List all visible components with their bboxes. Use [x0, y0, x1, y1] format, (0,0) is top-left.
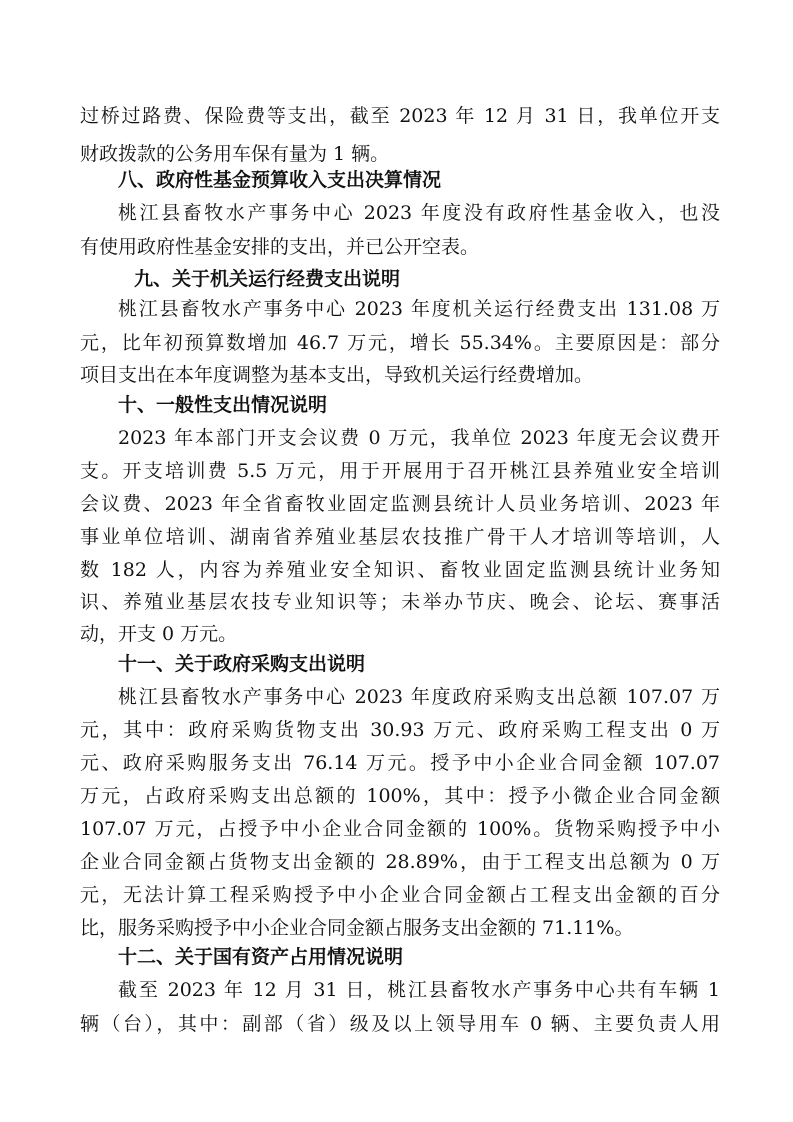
paragraph-line: 企业合同金额占货物支出金额的 28.89%，由于工程支出总额为 0 万: [80, 851, 720, 873]
paragraph-line: 会议费、2023 年全省畜牧业固定监测县统计人员业务培训、2023 年: [80, 493, 720, 515]
paragraph-line: 比，服务采购授予中小企业合同金额占服务支出金额的 71.11%。: [80, 917, 634, 939]
paragraph-line: 2023 年本部门开支会议费 0 万元，我单位 2023 年度无会议费开: [118, 427, 720, 449]
paragraph-line: 辆（台），其中：副部（省）级及以上领导用车 0 辆、主要负责人用: [80, 1013, 720, 1035]
paragraph-line: 桃江县畜牧水产事务中心 2023 年度没有政府性基金收入，也没: [118, 202, 720, 224]
section-heading-8: 八、政府性基金预算收入支出决算情况: [118, 169, 442, 191]
paragraph-line: 支。开支培训费 5.5 万元，用于开展用于召开桃江县养殖业安全培训: [80, 460, 720, 482]
section-heading-10: 十、一般性支出情况说明: [118, 394, 328, 416]
section-heading-11: 十一、关于政府采购支出说明: [118, 653, 366, 675]
paragraph-line: 事业单位培训、湖南省养殖业基层农技推广骨干人才培训等培训，人: [80, 526, 720, 548]
paragraph-line: 元，比年初预算数增加 46.7 万元，增长 55.34%。主要原因是：部分: [80, 332, 720, 354]
paragraph-line: 元，其中：政府采购货物支出 30.93 万元、政府采购工程支出 0 万: [80, 719, 720, 741]
paragraph-line: 财政拨款的公务用车保有量为 1 辆。: [80, 143, 390, 165]
paragraph-line: 截至 2023 年 12 月 31 日，桃江县畜牧水产事务中心共有车辆 1: [118, 979, 720, 1001]
paragraph-line: 识、养殖业基层农技专业知识等；未举办节庆、晚会、论坛、赛事活: [80, 591, 720, 613]
paragraph-line: 项目支出在本年度调整为基本支出，导致机关运行经费增加。: [80, 364, 594, 386]
section-heading-9: 九、关于机关运行经费支出说明: [134, 268, 401, 290]
paragraph-line: 过桥过路费、保险费等支出，截至 2023 年 12 月 31 日，我单位开支: [80, 105, 720, 127]
paragraph-line: 元、政府采购服务支出 76.14 万元。授予中小企业合同金额 107.07: [80, 752, 720, 774]
paragraph-line: 桃江县畜牧水产事务中心 2023 年度机关运行经费支出 131.08 万: [118, 298, 720, 320]
paragraph-line: 万元，占政府采购支出总额的 100%，其中：授予小微企业合同金额: [80, 785, 720, 807]
paragraph-line: 数 182 人，内容为养殖业安全知识、畜牧业固定监测县统计业务知: [80, 559, 720, 581]
paragraph-line: 107.07 万元，占授予中小企业合同金额的 100%。货物采购授予中小: [80, 818, 720, 840]
section-heading-12: 十二、关于国有资产占用情况说明: [118, 946, 404, 968]
paragraph-line: 元，无法计算工程采购授予中小企业合同金额占工程支出金额的百分: [80, 884, 720, 906]
paragraph-line: 桃江县畜牧水产事务中心 2023 年度政府采购支出总额 107.07 万: [118, 686, 720, 708]
paragraph-line: 有使用政府性基金安排的支出，并已公开空表。: [80, 236, 480, 258]
paragraph-line: 动，开支 0 万元。: [80, 623, 238, 645]
